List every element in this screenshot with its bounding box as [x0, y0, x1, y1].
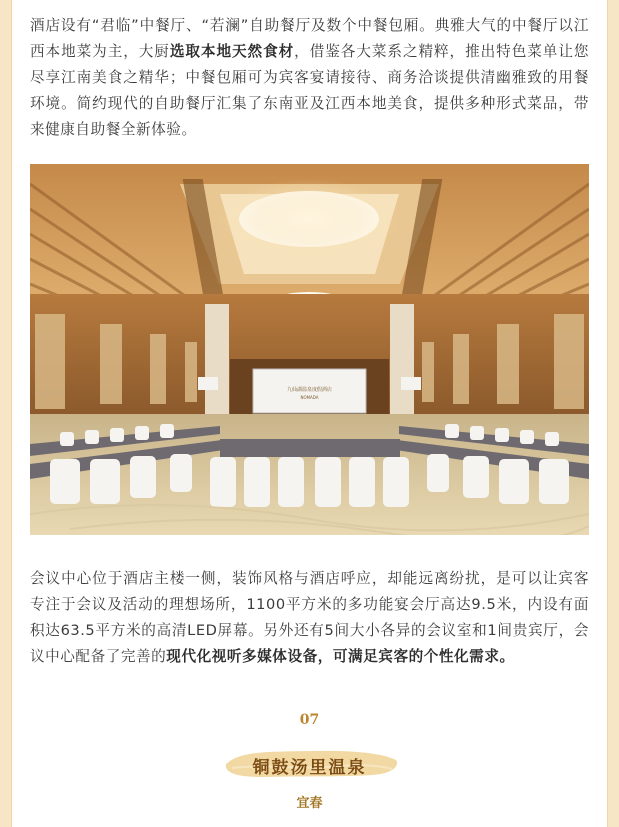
- section-title: 铜鼓汤里温泉: [252, 758, 367, 778]
- stage-screen-brand: NOMADA: [300, 395, 319, 400]
- restaurant-intro-paragraph: [30, 13, 589, 143]
- section-number: 07: [299, 712, 320, 728]
- intro-text: 酒店设有“君临”中餐厅、“若澜”自助餐厅及数个中餐包厢。典雅大气的中餐厅以江西本地菜为主，大厨: [30, 17, 589, 60]
- conference-highlight: 现代化视听多媒体设备，可满足宾客的个性化需求。: [166, 648, 515, 665]
- intro-highlight: 选取本地天然食材: [169, 43, 295, 60]
- intro-text-cont: ，借鉴各大菜系之精粹，推出特色菜单让您尽享江南美食之精华；中餐包厢可为宾客宴请接待、商务洽谈提供清幽雅致的用餐环境。简约现代的自助餐厅汇集了东南亚及江西本地美食，提供多种形式菜品，带来健康自助餐全新体验。: [30, 43, 590, 138]
- stage-screen-title: 九仙湖温泉度假酒店: [286, 387, 333, 393]
- banquet-hall-photo: [30, 164, 589, 535]
- right-frame-border: [607, 0, 619, 827]
- left-frame-border: [0, 0, 12, 827]
- section-location: 宜春: [296, 796, 323, 811]
- conference-center-paragraph: [30, 566, 589, 670]
- conference-text: 会议中心位于酒店主楼一侧，装饰风格与酒店呼应，却能远离纷扰，是可以让宾客专注于会议及活动的理想场所，1100平方米的多功能宴会厅高达9.5米，内设有面积达63.5平方米的高清LED屏幕。另外还有5间大小各异的会议室和1间贵宾厅，会议中心配备了完善的: [30, 570, 589, 665]
